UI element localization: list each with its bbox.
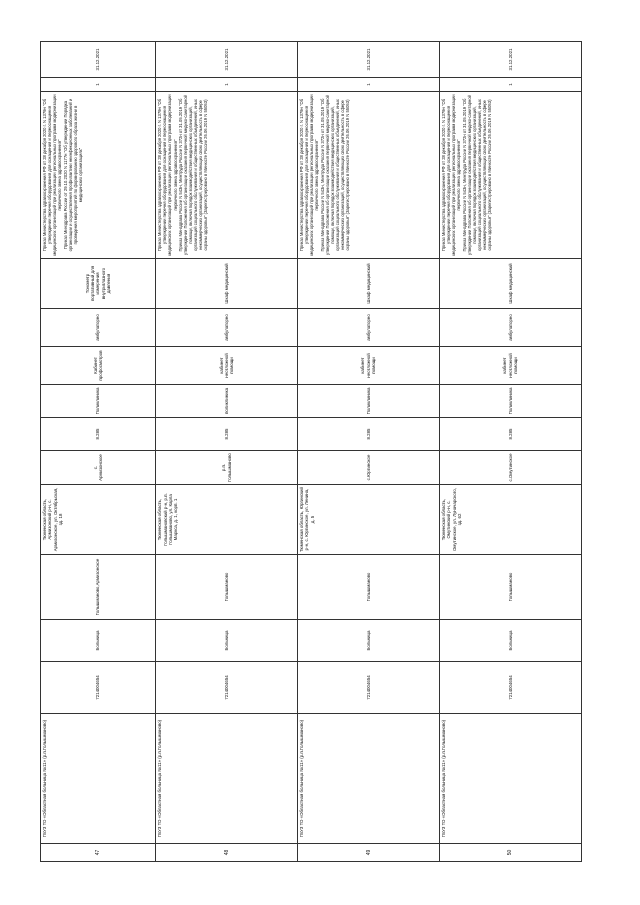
regulatory-documents <box>41 92 156 259</box>
quantity: 1 <box>440 78 582 92</box>
room: кабинет неотложной помощи <box>298 347 440 385</box>
organization-name: ГБУЗ ТО «Областная больница №11» (р.п.Голышманово) <box>440 714 582 844</box>
settlement: Голышманово <box>156 555 298 620</box>
regulatory-documents <box>440 92 582 259</box>
table-row <box>298 42 440 862</box>
department: Поликлиника <box>440 385 582 418</box>
row-number: 47 <box>41 844 156 862</box>
settlement: Голышманово,Армизонское <box>41 555 156 620</box>
equipment-name: Шкаф медицинский <box>156 259 298 309</box>
inn: 7214004654 <box>41 662 156 714</box>
inn: 7214004654 <box>298 662 440 714</box>
department: Поликлиника <box>41 385 156 418</box>
care-mode: амбулаторно <box>440 309 582 347</box>
locality: р.п. Голышманово <box>156 451 298 485</box>
room: Кабинет профосмотров <box>41 347 156 385</box>
regulatory-documents <box>298 92 440 259</box>
address: Тюменская область, Омутинский р-н, с. Омутинское, ул. Луначарского, зд. 62 <box>440 485 582 555</box>
address: Тюменская область, Юргинский р-н, с. Юргинское, ул. Ленина, д. 5 <box>298 485 440 555</box>
facility-type: Больница <box>156 620 298 662</box>
document-2: Приказ Минздрава России N 543н, Минтруда России N 372н от 31.05.2019 "Об утверждении Положения об организации оказания первичной медико-санитарной помощи, включая порядок взаимодействия медицинских организаций, организаций социального обслуживания и общественных объединений, иных некоммерческих организаций, осуществляющих свою деятельность в сфере охраны здоровья" (Зарегистрировано в Минюсте России 26.06.2019 N 55053) <box>319 94 351 256</box>
row-number: 48 <box>156 844 298 862</box>
table-row <box>156 42 298 862</box>
organization-name: ГБУЗ ТО «Областная больница №11» (р.п.Голышманово) <box>156 714 298 844</box>
equipment-name: Шкаф медицинский <box>440 259 582 309</box>
room: кабинет неотложной помощи <box>440 347 582 385</box>
inn: 7214004654 <box>440 662 582 714</box>
table-row <box>440 42 582 862</box>
address: Тюменская область, Голышмановский р-н, р.п. Голышманово, ул. Карла Маркса, д. 1, корп. 1 <box>156 485 298 555</box>
deadline-date: 31.12.2021 <box>440 42 582 78</box>
facility-type: Больница <box>41 620 156 662</box>
organization-name: ГБУЗ ТО «Областная больница №11» (р.п.Голышманово) <box>41 714 156 844</box>
facility-type: Больница <box>298 620 440 662</box>
deadline-date: 31.12.2021 <box>41 42 156 78</box>
code: 8.285 <box>41 418 156 451</box>
department: поликлиника <box>156 385 298 418</box>
equipment-name: Шкаф медицинский <box>298 259 440 309</box>
row-number: 50 <box>440 844 582 862</box>
document-1: Приказ Министерства здравоохранения РФ от 28 декабря 2020 г. N 1379н "Об утверждении перечня оборудования для оснащения и переоснащения медицинских организаций при реализации региональных программ модернизации первичного звена здравоохранения" <box>157 94 178 256</box>
document-2: Приказ Минздрава России N 543н, Минтруда России N 372н от 31.05.2019 "Об утверждении Положения об организации оказания первичной медико-санитарной помощи, включая порядок взаимодействия медицинских организаций, организаций социального обслуживания и общественных объединений, иных некоммерческих организаций, осуществляющих свою деятельность в сфере охраны здоровья" (Зарегистрировано в Минюсте России 26.06.2019 N 55053) <box>177 94 209 256</box>
document-2: Приказ Минздрава России N 543н, Минтруда России N 372н от 31.05.2019 "Об утверждении Положения об организации оказания первичной медико-санитарной помощи, включая порядок взаимодействия медицинских организаций, организаций социального обслуживания и общественных объединений, иных некоммерческих организаций, осуществляющих свою деятельность в сфере охраны здоровья" (Зарегистрировано в Минюсте России 26.06.2019 N 55053) <box>461 94 493 256</box>
document-2: Приказ Минздрава России от 29.10.2020 N 1177н "Об утверждении Порядка организации и осуществления профилактики неинфекционных заболеваний и проведения мероприятий по формированию здорового образа жизни в медицинских организациях" <box>62 98 83 252</box>
equipment-name: Тонометр портативный для измерения внутриглазного давления <box>41 259 156 309</box>
settlement: Голышманово <box>440 555 582 620</box>
deadline-date: 31.12.2021 <box>298 42 440 78</box>
care-mode: амбулаторно <box>298 309 440 347</box>
settlement: Голышманово <box>298 555 440 620</box>
organization-name: ГБУЗ ТО «Областная больница №11» (р.п.Голышманово) <box>298 714 440 844</box>
care-mode: амбулаторно <box>41 309 156 347</box>
address: Тюменская область, Армизонский р-н, с. Армизонское, ул. Октябрьская, зд. 18 <box>41 485 156 555</box>
code: 8.285 <box>298 418 440 451</box>
quantity: 1 <box>298 78 440 92</box>
code: 8.285 <box>440 418 582 451</box>
locality: с. Армизонское <box>41 451 156 485</box>
deadline-date: 31.12.2021 <box>156 42 298 78</box>
quantity: 1 <box>41 78 156 92</box>
table-row <box>41 42 156 862</box>
locality: с.Омутинское <box>440 451 582 485</box>
facility-type: Больница <box>440 620 582 662</box>
quantity: 1 <box>156 78 298 92</box>
row-number: 49 <box>298 844 440 862</box>
document-1: Приказ Министерства здравоохранения РФ от 28 декабря 2020 г. N 1379н "Об утверждении перечня оборудования для оснащения и переоснащения медицинских организаций при реализации региональных программ модернизации первичного звена здравоохранения" <box>299 94 320 256</box>
regulatory-documents <box>156 92 298 259</box>
document-1: Приказ Министерства здравоохранения РФ от 28 декабря 2020 г. N 1379н "Об утверждении перечня оборудования для оснащения и переоснащения медицинских организаций при реализации региональных программ модернизации первичного звена здравоохранения" <box>441 94 462 256</box>
locality: с.Юргинское <box>298 451 440 485</box>
document-1: Приказ Министерства здравоохранения РФ от 28 декабря 2020 г. N 1379н "Об утверждении перечня оборудования для оснащения и переоснащения медицинских организаций при реализации региональных программ модернизации первичного звена здравоохранения" <box>42 94 63 256</box>
inn: 7214004654 <box>156 662 298 714</box>
care-mode: амбулаторно <box>156 309 298 347</box>
code: 8.285 <box>156 418 298 451</box>
department: Поликлиника <box>298 385 440 418</box>
room: кабинет неотложной помощи <box>156 347 298 385</box>
equipment-table <box>40 41 582 862</box>
